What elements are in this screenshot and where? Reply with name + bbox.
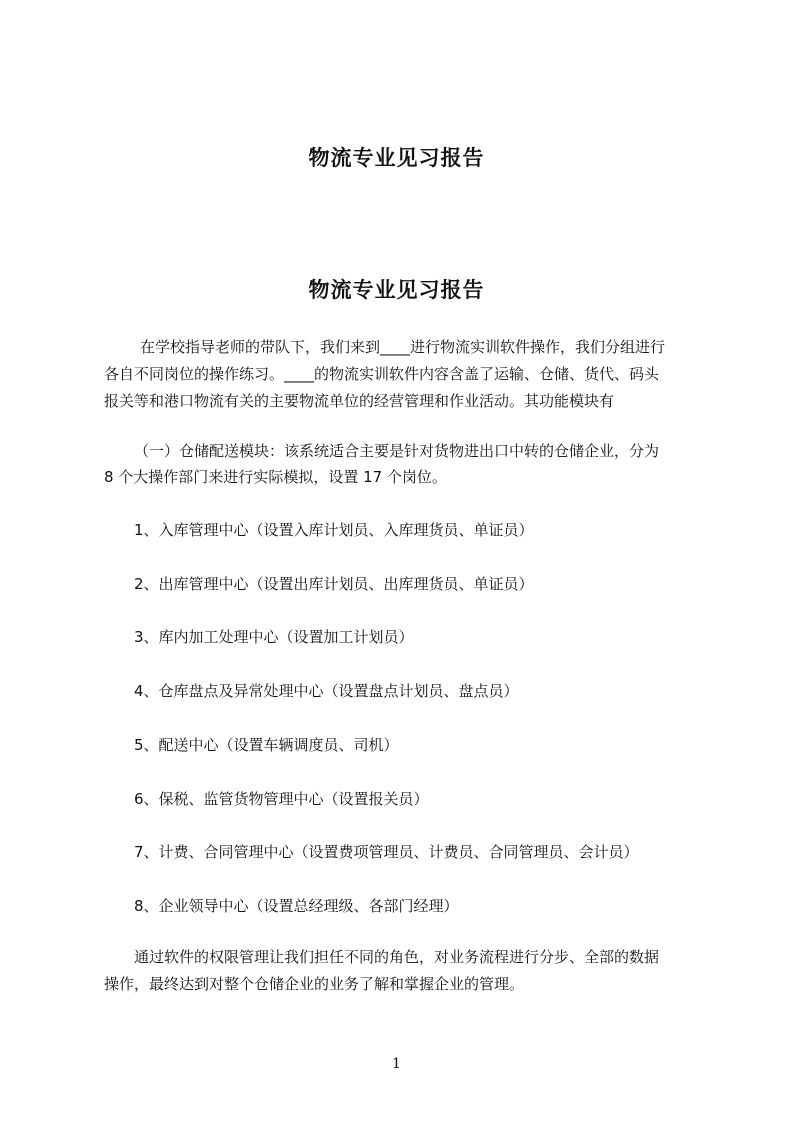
list-item: 3、库内加工处理中心（设置加工计划员）	[134, 628, 414, 646]
list-item: 6、保税、监管货物管理中心（设置报关员）	[134, 790, 429, 808]
list-item: 4、仓库盘点及异常处理中心（设置盘点计划员、盘点员）	[134, 682, 519, 700]
list-item: 2、出库管理中心（设置出库计划员、出库理货员、单证员）	[134, 575, 534, 593]
section-line: （一）仓储配送模块：该系统适合主要是针对货物进出口中转的仓储企业，分为	[134, 442, 660, 460]
conclusion-line: 操作，最终达到对整个仓储企业的业务了解和掌握企业的管理。	[104, 975, 525, 993]
intro-line: 在学校指导老师的带队下，我们来到____进行物流实训软件操作，我们分组进行	[140, 338, 666, 356]
list-item: 1、入库管理中心（设置入库计划员、入库理货员、单证员）	[134, 521, 534, 539]
intro-line: 报关等和港口物流有关的主要物流单位的经营管理和作业活动。其功能模块有	[104, 392, 615, 410]
page-title: 物流专业见习报告	[308, 278, 485, 302]
list-item: 5、配送中心（设置车辆调度员、司机）	[134, 736, 399, 754]
list-item: 8、企业领导中心（设置总经理级、各部门经理）	[134, 897, 459, 915]
conclusion-line: 通过软件的权限管理让我们担任不同的角色，对业务流程进行分步、全部的数据	[134, 948, 660, 966]
intro-line: 各自不同岗位的操作练习。____的物流实训软件内容含盖了运输、仓储、货代、码头	[104, 365, 660, 383]
list-item: 7、计费、合同管理中心（设置费项管理员、计费员、合同管理员、会计员）	[134, 843, 639, 861]
section-line: 8 个大操作部门来进行实际模拟，设置 17 个岗位。	[104, 468, 447, 486]
page-number: 1	[392, 1056, 401, 1072]
header-title: 物流专业见习报告	[308, 146, 485, 170]
